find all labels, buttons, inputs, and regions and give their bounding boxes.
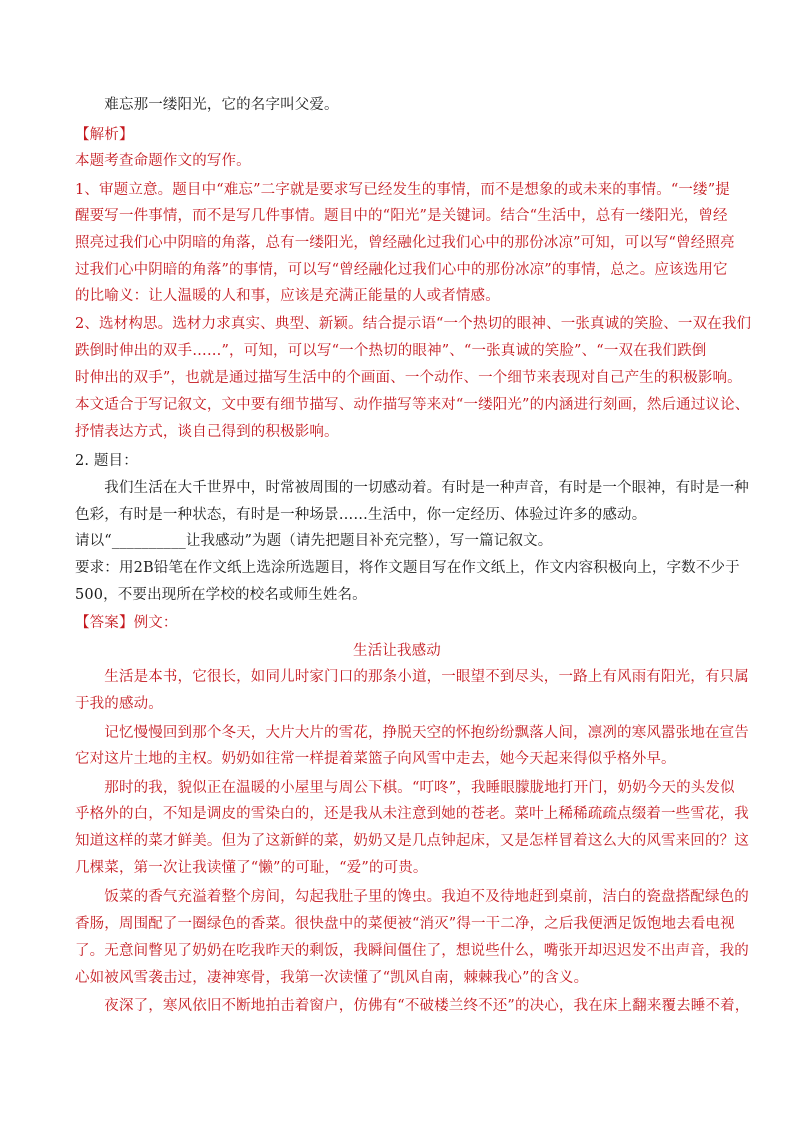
text-line: 于我的感动。 — [75, 696, 163, 712]
text-line: 那时的我，貌似正在温暖的小屋里与周公下棋。“叮咚”，我睡眼朦胧地打开门，奶奶今天的头发似 — [75, 780, 735, 796]
text-line: 色彩，有时是一种状态，有时是一种场景……生活中，你一定经历、体验过许多的感动。 — [75, 507, 647, 523]
text-line: 了。无意间瞥见了奶奶在吃我昨天的剩饭，我瞬间僵住了，想说些什么，嘴张开却迟迟发不出声音，我的 — [75, 943, 749, 959]
text-line: 香肠，周围配了一圈绿色的香菜。很快盘中的菜便被“消灭”得一干二净，之后我便洒足饭饱地去看电视 — [75, 916, 735, 932]
text-line: 1、审题立意。题目中“难忘”二字就是要求写已经发生的事情，而不是想象的或未来的事情。“一缕”提 — [75, 182, 730, 198]
text-line: 夜深了，寒风依旧不断地拍击着窗户，仿佛有“不破楼兰终不还”的决心，我在床上翻来覆去睡不着， — [75, 998, 750, 1014]
section-heading-answer: 【答案】例文： — [75, 615, 178, 631]
text-line: 时伸出的双手”，也就是通过描写生活中的个画面、一个动作、一个细节来表现对自己产生的积极影响。 — [75, 370, 742, 386]
text-line: 饭菜的香气充溢着整个房间，勾起我肚子里的馋虫。我迫不及待地赶到桌前，洁白的瓷盘搭配绿色的 — [75, 889, 749, 905]
essay-title: 生活让我感动 — [353, 643, 441, 659]
text-line: 本题考查命题作文的写作。 — [75, 153, 251, 169]
text-line: 请以“__________让我感动”为题（请先把题目补充完整），写一篇记叙文。 — [75, 533, 553, 549]
text-line: 跌倒时伸出的双手……”，可知，可以写“一个热切的眼神”、“一张真诚的笑脸”、“一双在我们跌倒 — [75, 343, 707, 359]
text-line: 心如被风雪袭击过，凄神寒骨，我第一次读懂了“凯风自南，棘棘我心”的含义。 — [75, 970, 589, 986]
text-line: 要求：用2B铅笔在作文纸上选涂所选题目，将作文题目写在作文纸上，作文内容积极向上，字数不少于 — [75, 560, 740, 576]
text-line: 难忘那一缕阳光，它的名字叫父爱。 — [75, 97, 339, 113]
text-line: 2、选材构思。选材力求真实、典型、新颖。结合提示语“一个热切的眼神、一张真诚的笑脸、一双在我们 — [75, 316, 752, 332]
question-heading: 2. 题目： — [75, 453, 138, 469]
text-line: 本文适合于写记叙文，文中要有细节描写、动作描写等来对“一缕阳光”的内涵进行刻画，然后通过议论、 — [75, 397, 750, 413]
text-line: 乎格外的白，不知是调皮的雪染白的，还是我从未注意到她的苍老。菜叶上稀稀疏疏点缀着一些雪花，我 — [75, 806, 749, 822]
text-line: 知道这样的菜才鲜美。但为了这新鲜的菜，奶奶又是几点钟起床，又是怎样冒着这么大的风雪来回的？这 — [75, 833, 749, 849]
text-line: 生活是本书，它很长，如同儿时家门口的那条小道，一眼望不到尽头，一路上有风雨有阳光，有只属 — [75, 669, 749, 685]
text-line: 记忆慢慢回到那个冬天，大片大片的雪花，挣脱天空的怀抱纷纷飘落人间，凛冽的寒风嚣张地在宣告 — [75, 725, 749, 741]
text-line: 它对这片土地的主权。奶奶如往常一样提着菜篮子向风雪中走去，她今天起来得似乎格外早。 — [75, 751, 676, 767]
text-line: 抒情表达方式，谈自己得到的积极影响。 — [75, 424, 339, 440]
text-line: 我们生活在大千世界中，时常被周围的一切感动着。有时是一种声音，有时是一个眼神，有时是一种 — [75, 480, 749, 496]
text-line: 过我们心中阴暗的角落”的事情，可以写“曾经融化过我们心中的那份冰凉”的事情，总之。应该选用它 — [75, 262, 728, 278]
text-line: 照亮过我们心中阴暗的角落，总有一缕阳光，曾经融化过我们心中的那份冰凉”可知，可以写“曾经照亮 — [75, 235, 735, 251]
text-line: 几棵菜，第一次让我读懂了“懒”的可耻，“爱”的可贵。 — [75, 860, 428, 876]
text-line: 的比喻义：让人温暖的人和事，应该是充满正能量的人或者情感。 — [75, 288, 500, 304]
text-line: 醒要写一件事情，而不是写几件事情。题目中的“阳光”是关键词。结合“生活中，总有一缕阳光，曾经 — [75, 208, 728, 224]
text-line: 500，不要出现所在学校的校名或师生姓名。 — [75, 587, 367, 603]
section-heading-analysis: 【解析】 — [75, 127, 134, 143]
